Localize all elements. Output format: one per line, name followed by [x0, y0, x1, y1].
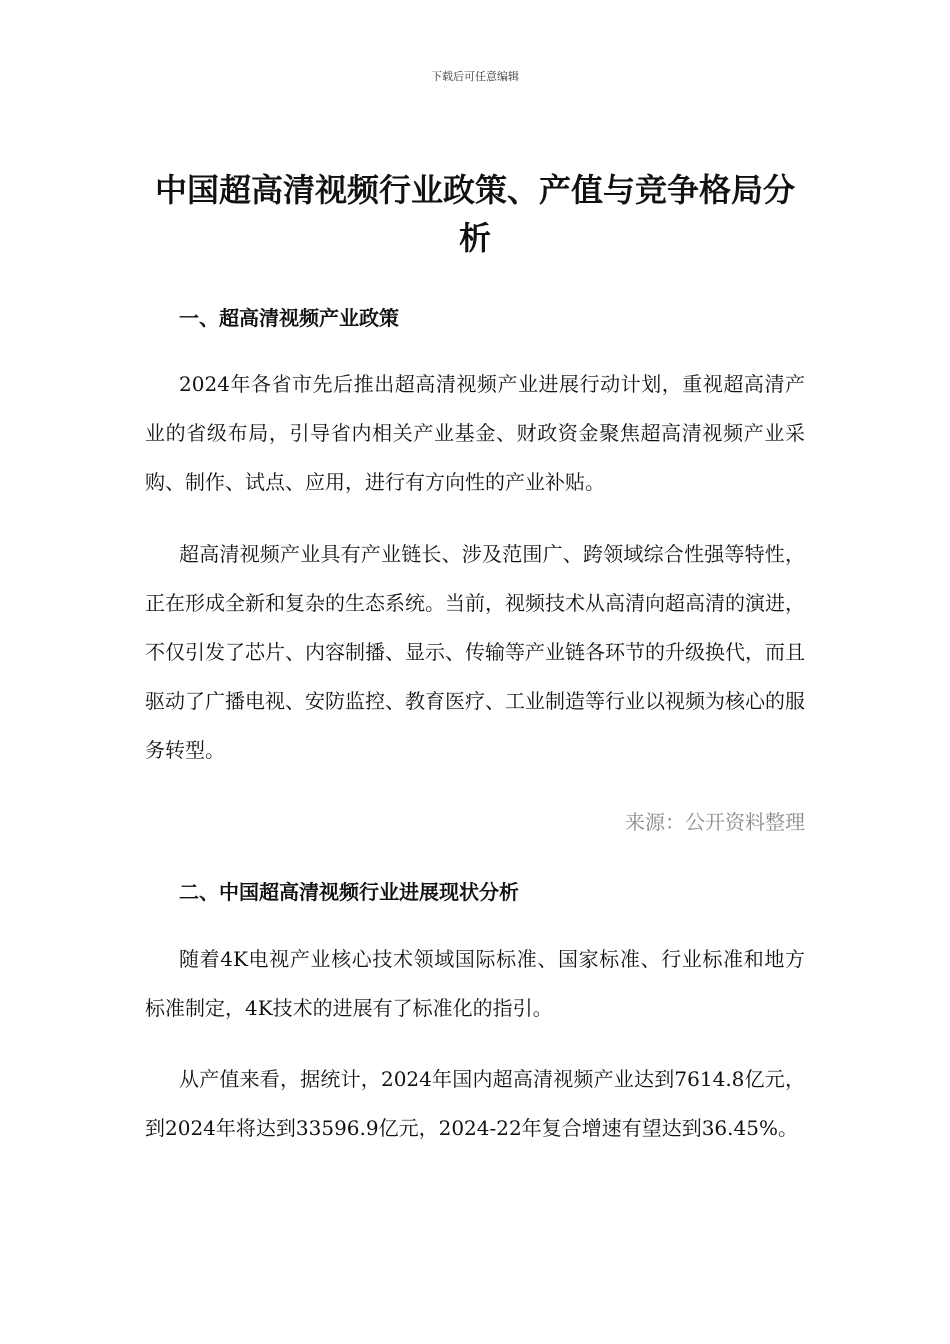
paragraph-policy-1: 2024年各省市先后推出超高清视频产业进展行动计划，重视超高清产业的省级布局，引导省内相关产业基金、财政资金聚焦超高清视频产业采购、制作、试点、应用，进行有方向性的产业补贴。: [145, 372, 805, 494]
paragraph-status-2: 从产值来看，据统计，2024年国内超高清视频产业达到7614.8亿元，到2024年将达到33596.9亿元，2024-22年复合增速有望达到36.45%。: [145, 1067, 805, 1140]
section-heading-status: 二、中国超高清视频行业进展现状分析: [179, 880, 519, 904]
header-note: 下载后可任意编辑: [431, 70, 519, 83]
document-title: 中国超高清视频行业政策、产值与竞争格局分析: [154, 171, 795, 257]
section-heading-policy: 一、超高清视频产业政策: [179, 306, 399, 330]
paragraph-status-1: 随着4K电视产业核心技术领域国际标准、国家标准、行业标准和地方标准制定，4K技术的进展有了标准化的指引。: [145, 947, 805, 1020]
paragraph-policy-2: 超高清视频产业具有产业链长、涉及范围广、跨领域综合性强等特性，正在形成全新和复杂的生态系统。当前，视频技术从高清向超高清的演进，不仅引发了芯片、内容制播、显示、传输等产业链各环节的升级换代，而且驱动了广播电视、安防监控、教育医疗、工业制造等行业以视频为核心的服务转型。: [145, 542, 805, 762]
source-note: 来源：公开资料整理: [625, 810, 805, 834]
